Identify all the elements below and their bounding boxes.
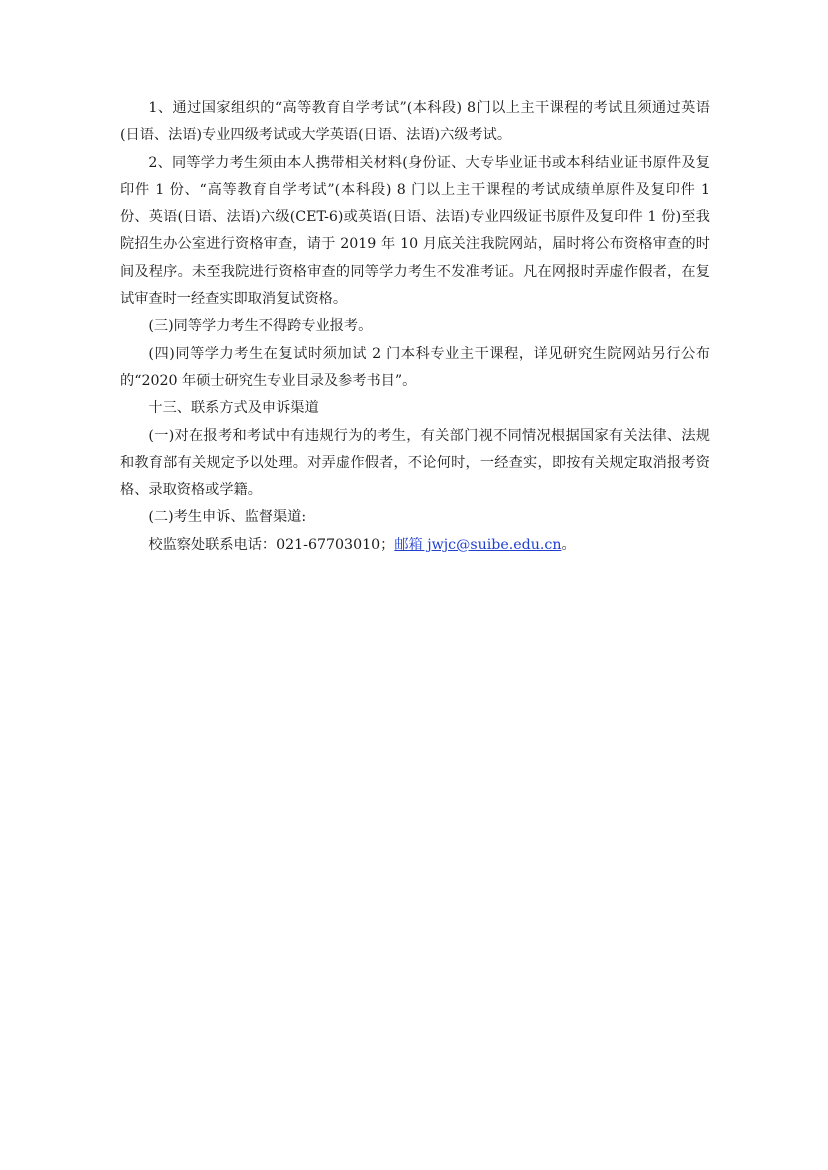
contact-line — [120, 532, 710, 559]
contact-phone-label: 校监察处联系电话：021-67703010； — [148, 536, 395, 553]
email-link[interactable]: 邮箱 jwjc@suibe.edu.cn — [394, 536, 562, 553]
section-heading-contact: 十三、联系方式及申诉渠道 — [148, 400, 319, 417]
document-body — [120, 95, 710, 559]
paragraph-item-4: (四)同等学力考生在复试时须加试 2 门本科专业主干课程，详见研究生院网站另行公布的“2020 年硕士研究生专业目录及参考书目”。 — [120, 345, 710, 389]
paragraph-item-1: 1、通过国家组织的“高等教育自学考试”(本科段) 8门以上主干课程的考试且须通过英语(日语、法语)专业四级考试或大学英语(日语、法语)六级考试。 — [120, 100, 710, 144]
paragraph-item-7: (二)考生申诉、监督渠道: — [148, 509, 307, 526]
paragraph-item-2: 2、同等学力考生须由本人携带相关材料(身份证、大专毕业证书或本科结业证书原件及复印件 1 份、“高等教育自学考试”(本科段) 8 门以上主干课程的考试成绩单原件及复印件 1 份、英语(日语、法语)六级(CET-6)或英语(日语、法语)专业四级证书原件及复印件 1 份)至我院招生办公室进行资格审查，请于 2019 年 10 月底关注我院网站，届时将公布资格审查的时间及程序。未至我院进行资格审查的同等学力考生不发准考证。凡在网报时弄虚作假者，在复试审查时一经查实即取消复试资格。 — [120, 154, 710, 308]
paragraph-item-6: (一)对在报考和考试中有违规行为的考生，有关部门视不同情况根据国家有关法律、法规和教育部有关规定予以处理。对弄虚作假者，不论何时，一经查实，即按有关规定取消报考资格、录取资格或学籍。 — [120, 427, 710, 499]
contact-suffix: 。 — [561, 536, 576, 553]
paragraph-item-3: (三)同等学力考生不得跨专业报考。 — [148, 318, 373, 335]
